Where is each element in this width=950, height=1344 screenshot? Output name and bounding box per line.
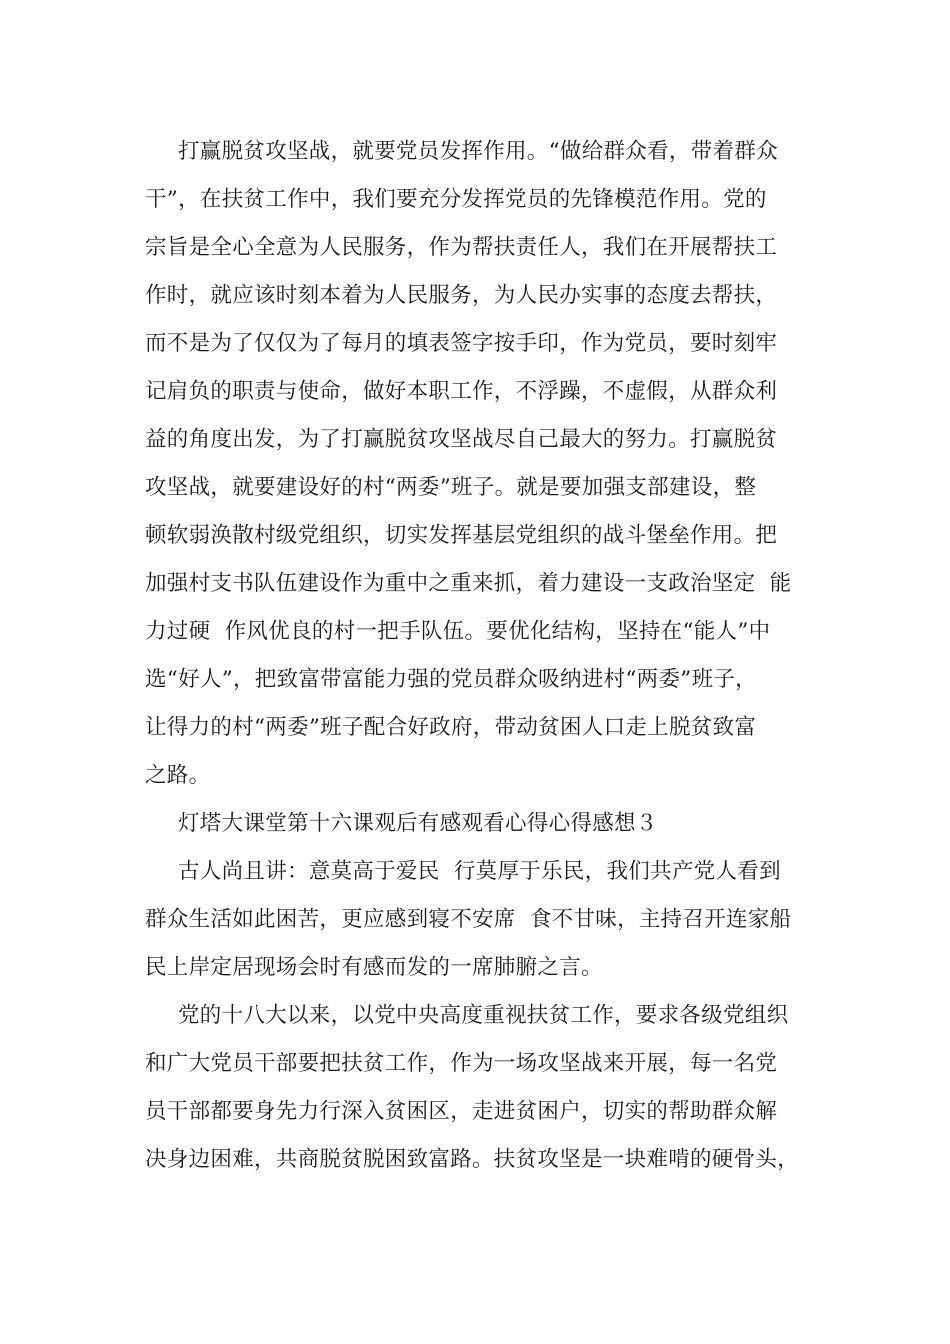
paragraph-2 (145, 848, 810, 992)
paragraph-3 (145, 992, 810, 1184)
section-heading (145, 800, 810, 848)
text-line: 选“好人”，把致富带富能力强的党员群众吸纳进村“两委”班子， (145, 667, 757, 692)
text-line: 之路。 (145, 763, 211, 788)
text-line: 古人尚且讲：意莫高于爱民 行莫厚于乐民，我们共产党人看到 (178, 859, 781, 884)
document-body (145, 128, 810, 1184)
text-line: 加强村支书队伍建设作为重中之重来抓，着力建设一支政治坚定 能 (145, 571, 792, 596)
text-line: 而不是为了仅仅为了每月的填表签字按手印，作为党员，要时刻牢 (145, 331, 778, 356)
text-line: 民上岸定居现场会时有感而发的一席肺腑之言。 (145, 955, 603, 980)
paragraph-1 (145, 128, 810, 800)
text-line: 记肩负的职责与使命，做好本职工作，不浮躁，不虚假，从群众利 (145, 379, 778, 404)
text-line: 力过硬 作风优良的村一把手队伍。要优化结构，坚持在“能人”中 (145, 619, 771, 644)
text-line: 让得力的村“两委”班子配合好政府，带动贫困人口走上脱贫致富 (145, 715, 757, 740)
text-line: 干”，在扶贫工作中，我们要充分发挥党员的先锋模范作用。党的 (145, 187, 767, 212)
text-line: 作时，就应该时刻本着为人民服务，为人民办实事的态度去帮扶， (145, 283, 778, 308)
text-line: 党的十八大以来，以党中央高度重视扶贫工作，要求各级党组织 (178, 1003, 789, 1028)
text-line: 宗旨是全心全意为人民服务，作为帮扶责任人，我们在开展帮扶工 (145, 235, 778, 260)
text-line: 打赢脱贫攻坚战，就要党员发挥作用。“做给群众看，带着群众 (178, 139, 778, 164)
text-line: 员干部都要身先力行深入贫困区，走进贫困户，切实的帮助群众解 (145, 1099, 778, 1124)
text-line: 益的角度出发，为了打赢脱贫攻坚战尽自己最大的努力。打赢脱贫 (145, 427, 778, 452)
text-line: 攻坚战，就要建设好的村“两委”班子。就是要加强支部建设，整 (145, 475, 757, 500)
heading-line: 灯塔大课堂第十六课观后有感观看心得心得感想３ (178, 811, 658, 836)
text-line: 群众生活如此困苦，更应感到寝不安席 食不甘味，主持召开连家船 (145, 907, 792, 932)
text-line: 和广大党员干部要把扶贫工作，作为一场攻坚战来开展，每一名党 (145, 1051, 778, 1076)
text-line: 顿软弱涣散村级党组织，切实发挥基层党组织的战斗堡垒作用。把 (145, 523, 778, 548)
text-line: 决身边困难，共商脱贫脱困致富路。扶贫攻坚是一块难啃的硬骨头， (145, 1147, 800, 1172)
